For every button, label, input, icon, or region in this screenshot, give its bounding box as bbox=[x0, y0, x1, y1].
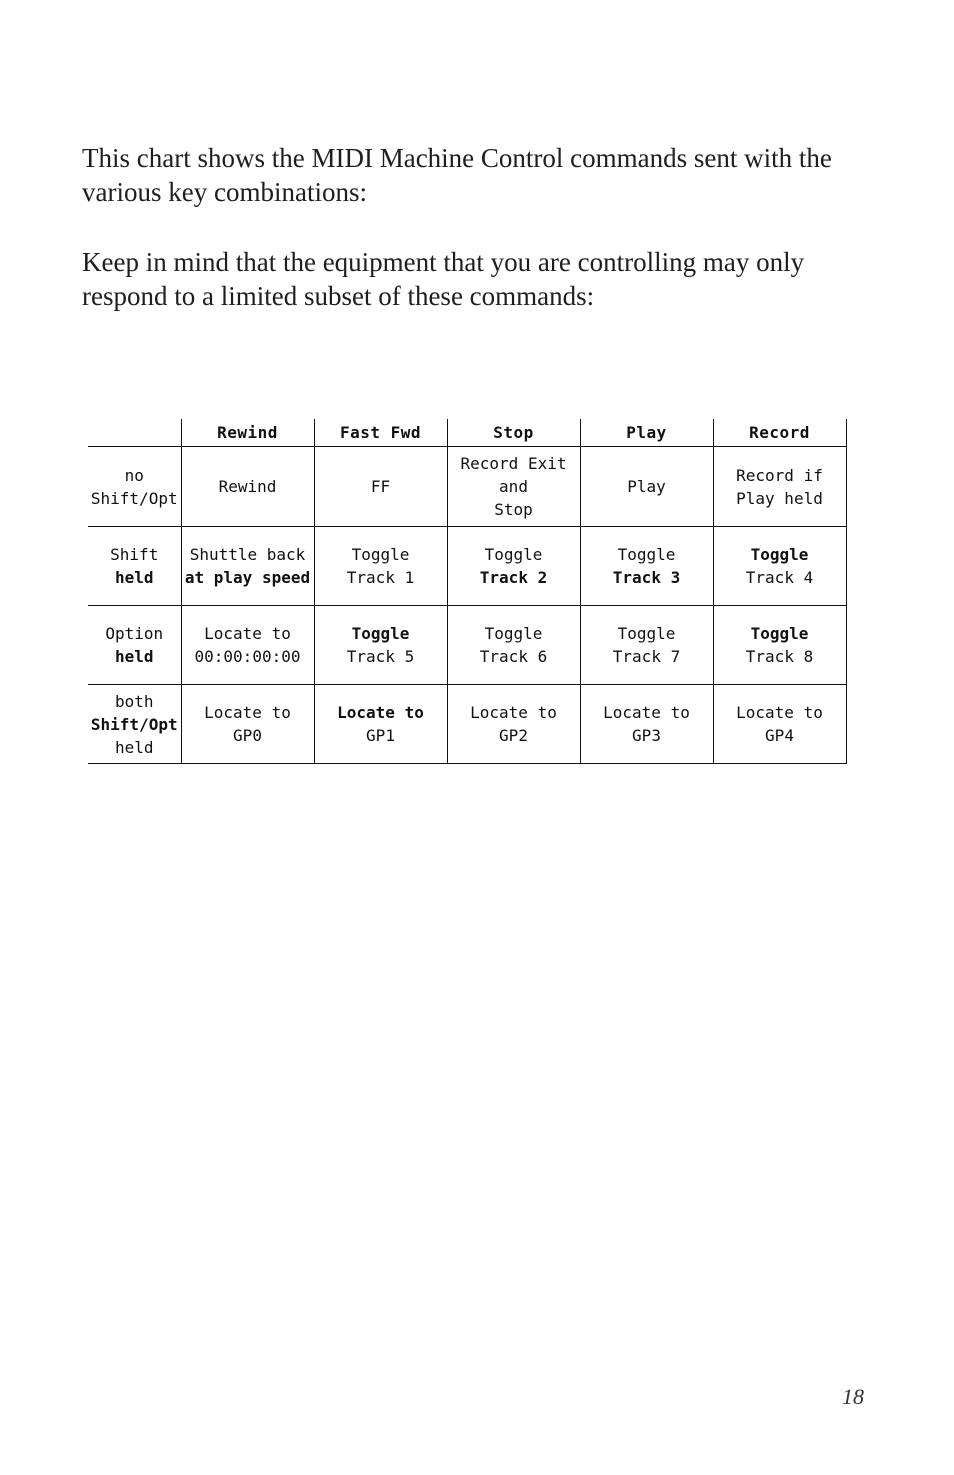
table-cell bbox=[181, 606, 314, 685]
cell-line: Track 1 bbox=[346, 568, 415, 587]
cell-line: Toggle bbox=[484, 545, 543, 564]
table-cell bbox=[580, 685, 713, 764]
table-cell bbox=[447, 685, 580, 764]
row-header-option bbox=[88, 606, 181, 685]
table-row bbox=[88, 685, 846, 764]
cell-line: GP0 bbox=[233, 726, 262, 745]
table-cell bbox=[181, 685, 314, 764]
cell-line: Track 8 bbox=[745, 647, 814, 666]
table-cell bbox=[181, 447, 314, 527]
table-row bbox=[88, 606, 846, 685]
row-header-line: no bbox=[124, 465, 144, 485]
cell-line: Toggle bbox=[617, 624, 676, 643]
row-header-line: both bbox=[114, 691, 154, 711]
cell-line: GP1 bbox=[366, 726, 395, 745]
column-header-play: Play bbox=[580, 419, 713, 447]
page-number: 18 bbox=[842, 1384, 864, 1409]
cell-line: Toggle bbox=[617, 545, 676, 564]
cell-line: Toggle bbox=[750, 545, 809, 564]
table-corner-cell bbox=[88, 419, 181, 447]
table-cell bbox=[447, 527, 580, 606]
table-cell bbox=[713, 606, 846, 685]
cell-line: and bbox=[499, 477, 528, 496]
row-header-no-modifier bbox=[88, 447, 181, 527]
column-header-stop: Stop bbox=[447, 419, 580, 447]
row-header-both bbox=[88, 685, 181, 764]
cell-line: Record Exit bbox=[460, 454, 567, 473]
row-header-line: Option bbox=[105, 624, 164, 643]
row-header-line: Shift/Opt bbox=[90, 488, 178, 508]
table-header-row bbox=[88, 419, 846, 447]
cell-line: Locate to bbox=[337, 703, 424, 722]
cell-line: Track 7 bbox=[612, 647, 681, 666]
cell-line: Play held bbox=[736, 488, 823, 508]
column-header-fast-fwd: Fast Fwd bbox=[314, 419, 447, 447]
table-cell bbox=[314, 685, 447, 764]
table-cell bbox=[447, 606, 580, 685]
cell-line: GP3 bbox=[632, 726, 661, 745]
column-header-record: Record bbox=[713, 419, 846, 447]
table-cell bbox=[314, 447, 447, 527]
cell-line: FF bbox=[370, 477, 391, 496]
intro-paragraph: This chart shows the MIDI Machine Control commands sent with the various key combinations: bbox=[82, 143, 832, 207]
cell-line: GP2 bbox=[499, 726, 528, 745]
cell-line: Record if bbox=[736, 465, 823, 485]
row-header-line: held bbox=[114, 737, 154, 757]
cell-line: Track 3 bbox=[612, 568, 681, 587]
cell-line: Locate to bbox=[603, 703, 690, 722]
mmc-command-table bbox=[88, 419, 847, 764]
table-cell bbox=[314, 606, 447, 685]
cell-line: Track 6 bbox=[479, 647, 548, 666]
cell-line: Toggle bbox=[750, 624, 809, 643]
cell-line: Track 4 bbox=[745, 568, 814, 587]
table-cell bbox=[713, 447, 846, 527]
column-header-rewind: Rewind bbox=[181, 419, 314, 447]
cell-line: Locate to bbox=[204, 703, 291, 722]
cell-line: Rewind bbox=[218, 477, 277, 496]
table-cell bbox=[447, 447, 580, 527]
cell-line: Locate to bbox=[204, 624, 291, 643]
cell-line: Toggle bbox=[351, 545, 410, 564]
table-row bbox=[88, 447, 846, 527]
cell-line: 00:00:00:00 bbox=[194, 647, 301, 666]
row-header-line: Shift bbox=[110, 545, 159, 564]
row-header-line: Shift/Opt bbox=[90, 714, 178, 734]
cell-line: Locate to bbox=[736, 703, 823, 722]
table-cell bbox=[314, 527, 447, 606]
cell-line: Track 2 bbox=[479, 568, 548, 587]
row-header-line: held bbox=[114, 568, 154, 587]
cell-line: Track 5 bbox=[346, 647, 415, 666]
row-header-line: held bbox=[114, 647, 154, 666]
cell-line: Locate to bbox=[470, 703, 557, 722]
table-cell bbox=[580, 606, 713, 685]
table-cell bbox=[580, 447, 713, 527]
cell-line: Stop bbox=[494, 500, 533, 519]
table-row bbox=[88, 527, 846, 606]
cell-line: GP4 bbox=[765, 726, 794, 745]
cell-line: Shuttle back bbox=[189, 545, 306, 564]
cell-line: Toggle bbox=[484, 624, 543, 643]
table-cell bbox=[580, 527, 713, 606]
cell-line: Toggle bbox=[351, 624, 410, 643]
row-header-shift bbox=[88, 527, 181, 606]
note-paragraph: Keep in mind that the equipment that you are controlling may only respond to a limited subset of these commands: bbox=[82, 247, 805, 311]
cell-line: at play speed bbox=[184, 568, 311, 587]
cell-line: Play bbox=[627, 477, 666, 496]
table-cell bbox=[713, 685, 846, 764]
table-cell bbox=[713, 527, 846, 606]
table-cell bbox=[181, 527, 314, 606]
